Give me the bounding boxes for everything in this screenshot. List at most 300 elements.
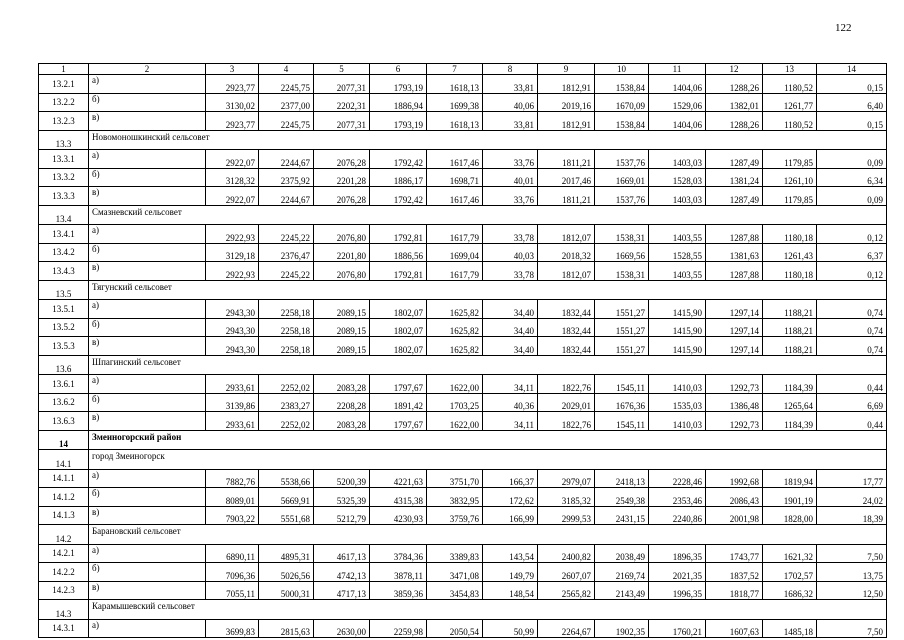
row-variant-label: б) [89,393,206,412]
value-cell: 2240,86 [649,506,706,525]
row-code: 14.1.2 [39,488,89,507]
column-header: 14 [817,64,887,75]
value-cell: 2400,82 [538,544,595,563]
value-cell: 3389,83 [427,544,483,563]
value-cell: 1670,09 [595,93,649,112]
value-cell: 1381,63 [706,243,763,262]
value-cell: 2077,31 [314,75,370,94]
row-code: 14.1.3 [39,506,89,525]
value-cell: 2083,28 [314,375,370,394]
value-cell: 0,12 [817,225,887,244]
value-cell: 1404,06 [649,75,706,94]
row-code: 13.3.1 [39,150,89,169]
value-cell: 1832,44 [538,300,595,319]
section-row [39,205,887,225]
value-cell: 2999,53 [538,506,595,525]
value-cell: 1669,56 [595,243,649,262]
value-cell: 1551,27 [595,318,649,337]
value-cell: 3859,36 [370,581,427,600]
value-cell: 1812,91 [538,112,595,131]
value-cell: 3784,36 [370,544,427,563]
value-cell: 2089,15 [314,318,370,337]
column-header: 3 [206,64,259,75]
page-number: 122 [835,22,852,34]
value-cell: 1537,76 [595,187,649,206]
value-cell: 1287,88 [706,225,763,244]
table-row [39,544,887,563]
section-code: 13.6 [39,355,89,375]
table-row [39,619,887,638]
value-cell: 40,36 [483,393,538,412]
value-cell: 148,54 [483,581,538,600]
table-row [39,506,887,525]
row-variant-label: в) [89,112,206,131]
value-cell: 1797,67 [370,375,427,394]
value-cell: 2418,13 [595,469,649,488]
value-cell: 1292,73 [706,412,763,431]
value-cell: 1996,35 [649,581,706,600]
value-cell: 3832,95 [427,488,483,507]
value-cell: 3130,02 [206,93,259,112]
value-cell: 3129,18 [206,243,259,262]
value-cell: 4742,13 [314,563,370,582]
section-code: 13.3 [39,130,89,150]
value-cell: 2077,31 [314,112,370,131]
value-cell: 2076,28 [314,150,370,169]
value-cell: 2922,07 [206,187,259,206]
value-cell: 1621,32 [763,544,817,563]
value-cell: 1382,01 [706,93,763,112]
value-cell: 2029,01 [538,393,595,412]
value-cell: 4617,13 [314,544,370,563]
value-cell: 1538,84 [595,75,649,94]
row-variant-label: б) [89,563,206,582]
value-cell: 1828,00 [763,506,817,525]
value-cell: 1288,26 [706,75,763,94]
value-cell: 1760,21 [649,619,706,638]
value-cell: 2143,49 [595,581,649,600]
value-cell: 2245,22 [259,262,314,281]
value-cell: 1896,35 [649,544,706,563]
value-cell: 2076,80 [314,262,370,281]
value-cell: 1617,46 [427,150,483,169]
table-row [39,375,887,394]
value-cell: 2245,75 [259,112,314,131]
value-cell: 2017,46 [538,168,595,187]
column-header: 2 [89,64,206,75]
table-row [39,318,887,337]
value-cell: 1535,03 [649,393,706,412]
value-cell: 2201,80 [314,243,370,262]
row-code: 13.5.3 [39,337,89,356]
value-cell: 1618,13 [427,75,483,94]
value-cell: 2252,02 [259,375,314,394]
value-cell: 1793,19 [370,75,427,94]
value-cell: 1551,27 [595,300,649,319]
value-cell: 2922,93 [206,225,259,244]
value-cell: 1551,27 [595,337,649,356]
value-cell: 1261,43 [763,243,817,262]
row-variant-label: б) [89,243,206,262]
row-code: 14.1.1 [39,469,89,488]
value-cell: 7882,76 [206,469,259,488]
value-cell: 40,03 [483,243,538,262]
value-cell: 1188,21 [763,318,817,337]
row-code: 13.4.1 [39,225,89,244]
value-cell: 1537,76 [595,150,649,169]
value-cell: 2259,98 [370,619,427,638]
value-cell: 1811,21 [538,187,595,206]
value-cell: 1702,57 [763,563,817,582]
value-cell: 33,78 [483,262,538,281]
value-cell: 1703,25 [427,393,483,412]
section-title: Змеиногорский район [89,430,887,450]
column-header: 12 [706,64,763,75]
value-cell: 1797,67 [370,412,427,431]
value-cell: 24,02 [817,488,887,507]
value-cell: 33,76 [483,150,538,169]
value-cell: 0,44 [817,412,887,431]
value-cell: 33,81 [483,75,538,94]
row-code: 13.4.3 [39,262,89,281]
value-cell: 33,76 [483,187,538,206]
value-cell: 50,99 [483,619,538,638]
row-variant-label: а) [89,375,206,394]
row-variant-label: а) [89,300,206,319]
value-cell: 2565,82 [538,581,595,600]
value-cell: 1180,52 [763,75,817,94]
column-header: 13 [763,64,817,75]
table-row [39,337,887,356]
value-cell: 0,15 [817,112,887,131]
value-cell: 2923,77 [206,75,259,94]
value-cell: 2607,07 [538,563,595,582]
value-cell: 0,44 [817,375,887,394]
value-cell: 1902,35 [595,619,649,638]
table-row [39,488,887,507]
value-cell: 2038,49 [595,544,649,563]
value-cell: 1297,14 [706,337,763,356]
value-cell: 2202,31 [314,93,370,112]
value-cell: 1811,21 [538,150,595,169]
value-cell: 1886,17 [370,168,427,187]
table-row [39,93,887,112]
section-title: Смазневский сельсовет [89,205,887,225]
value-cell: 1184,39 [763,412,817,431]
value-cell: 2943,30 [206,318,259,337]
row-variant-label: б) [89,488,206,507]
value-cell: 1538,31 [595,225,649,244]
value-cell: 0,74 [817,318,887,337]
row-variant-label: в) [89,412,206,431]
value-cell: 4895,31 [259,544,314,563]
section-title: Карамышевский сельсовет [89,600,887,620]
value-cell: 1992,68 [706,469,763,488]
row-variant-label: б) [89,318,206,337]
value-cell: 2431,15 [595,506,649,525]
value-cell: 2258,18 [259,337,314,356]
section-row [39,355,887,375]
value-cell: 1802,07 [370,337,427,356]
value-cell: 1618,13 [427,112,483,131]
value-cell: 149,79 [483,563,538,582]
value-cell: 1287,88 [706,262,763,281]
value-cell: 3128,32 [206,168,259,187]
value-cell: 2201,28 [314,168,370,187]
row-variant-label: б) [89,168,206,187]
value-cell: 34,40 [483,318,538,337]
table-row [39,393,887,412]
value-cell: 0,74 [817,337,887,356]
table-row [39,243,887,262]
value-cell: 1819,94 [763,469,817,488]
value-cell: 1261,77 [763,93,817,112]
value-cell: 2169,74 [595,563,649,582]
value-cell: 2258,18 [259,300,314,319]
row-code: 13.6.1 [39,375,89,394]
value-cell: 13,75 [817,563,887,582]
table-row [39,112,887,131]
section-title: Барановский сельсовет [89,525,887,545]
value-cell: 1404,06 [649,112,706,131]
value-cell: 1812,07 [538,262,595,281]
value-cell: 1538,31 [595,262,649,281]
value-cell: 34,11 [483,412,538,431]
value-cell: 1699,04 [427,243,483,262]
value-cell: 143,54 [483,544,538,563]
row-variant-label: а) [89,75,206,94]
value-cell: 1528,03 [649,168,706,187]
value-cell: 1802,07 [370,300,427,319]
column-header: 1 [39,64,89,75]
value-cell: 2375,92 [259,168,314,187]
value-cell: 1793,19 [370,112,427,131]
section-title: Шпагинский сельсовет [89,355,887,375]
value-cell: 3139,86 [206,393,259,412]
value-cell: 1386,48 [706,393,763,412]
value-cell: 1886,56 [370,243,427,262]
section-code: 14.2 [39,525,89,545]
value-cell: 7,50 [817,544,887,563]
section-code: 14 [39,430,89,450]
value-cell: 2815,63 [259,619,314,638]
value-cell: 1792,42 [370,187,427,206]
row-variant-label: а) [89,544,206,563]
value-cell: 1180,18 [763,262,817,281]
value-cell: 1184,39 [763,375,817,394]
row-code: 14.2.3 [39,581,89,600]
column-header: 4 [259,64,314,75]
tariff-table [38,63,887,638]
row-variant-label: в) [89,262,206,281]
value-cell: 6,34 [817,168,887,187]
value-cell: 2922,93 [206,262,259,281]
value-cell: 6,37 [817,243,887,262]
value-cell: 1832,44 [538,337,595,356]
value-cell: 4230,93 [370,506,427,525]
value-cell: 1410,03 [649,412,706,431]
value-cell: 1622,00 [427,412,483,431]
value-cell: 1545,11 [595,375,649,394]
value-cell: 1625,82 [427,318,483,337]
value-cell: 1381,24 [706,168,763,187]
row-variant-label: а) [89,619,206,638]
value-cell: 2922,07 [206,150,259,169]
value-cell: 1545,11 [595,412,649,431]
value-cell: 1676,36 [595,393,649,412]
value-cell: 4315,38 [370,488,427,507]
value-cell: 5026,56 [259,563,314,582]
value-cell: 2377,00 [259,93,314,112]
row-code: 13.5.2 [39,318,89,337]
table-body [39,75,887,638]
section-row [39,430,887,450]
value-cell: 34,11 [483,375,538,394]
value-cell: 3878,11 [370,563,427,582]
row-code: 14.2.1 [39,544,89,563]
table-row [39,168,887,187]
value-cell: 1188,21 [763,300,817,319]
value-cell: 5551,68 [259,506,314,525]
value-cell: 33,78 [483,225,538,244]
value-cell: 166,99 [483,506,538,525]
value-cell: 2208,28 [314,393,370,412]
row-code: 13.6.2 [39,393,89,412]
value-cell: 2264,67 [538,619,595,638]
value-cell: 33,81 [483,112,538,131]
value-cell: 2252,02 [259,412,314,431]
value-cell: 17,77 [817,469,887,488]
value-cell: 1698,71 [427,168,483,187]
value-cell: 1837,52 [706,563,763,582]
value-cell: 1617,79 [427,225,483,244]
value-cell: 4717,13 [314,581,370,600]
value-cell: 2943,30 [206,300,259,319]
value-cell: 2923,77 [206,112,259,131]
value-cell: 1822,76 [538,375,595,394]
value-cell: 34,40 [483,337,538,356]
column-header: 9 [538,64,595,75]
value-cell: 1901,19 [763,488,817,507]
row-code: 13.6.3 [39,412,89,431]
value-cell: 1485,18 [763,619,817,638]
value-cell: 7055,11 [206,581,259,600]
value-cell: 2383,27 [259,393,314,412]
value-cell: 34,40 [483,300,538,319]
row-variant-label: б) [89,93,206,112]
value-cell: 5538,66 [259,469,314,488]
value-cell: 2019,16 [538,93,595,112]
table-row [39,150,887,169]
value-cell: 2021,35 [649,563,706,582]
value-cell: 2050,54 [427,619,483,638]
value-cell: 3471,08 [427,563,483,582]
value-cell: 1686,32 [763,581,817,600]
table-header [39,64,887,75]
value-cell: 1792,81 [370,225,427,244]
row-code: 13.5.1 [39,300,89,319]
section-title: Тягунский сельсовет [89,280,887,300]
table-row [39,581,887,600]
value-cell: 1179,85 [763,150,817,169]
value-cell: 2076,80 [314,225,370,244]
value-cell: 0,15 [817,75,887,94]
value-cell: 1415,90 [649,337,706,356]
value-cell: 1886,94 [370,93,427,112]
table-row [39,300,887,319]
value-cell: 2630,00 [314,619,370,638]
value-cell: 1297,14 [706,318,763,337]
value-cell: 1403,55 [649,262,706,281]
row-variant-label: а) [89,469,206,488]
value-cell: 1891,42 [370,393,427,412]
value-cell: 2089,15 [314,300,370,319]
value-cell: 1528,55 [649,243,706,262]
value-cell: 0,09 [817,150,887,169]
value-cell: 2933,61 [206,412,259,431]
value-cell: 5325,39 [314,488,370,507]
section-title: Новомоношкинский сельсовет [89,130,887,150]
row-code: 13.3.3 [39,187,89,206]
section-code: 14.3 [39,600,89,620]
row-variant-label: в) [89,187,206,206]
table-row [39,412,887,431]
value-cell: 1625,82 [427,300,483,319]
column-header: 5 [314,64,370,75]
value-cell: 3699,83 [206,619,259,638]
value-cell: 40,01 [483,168,538,187]
value-cell: 5669,91 [259,488,314,507]
value-cell: 1699,38 [427,93,483,112]
row-code: 13.2.3 [39,112,89,131]
value-cell: 1625,82 [427,337,483,356]
row-variant-label: в) [89,581,206,600]
value-cell: 6890,11 [206,544,259,563]
value-cell: 2244,67 [259,150,314,169]
value-cell: 1265,64 [763,393,817,412]
value-cell: 2933,61 [206,375,259,394]
value-cell: 1607,63 [706,619,763,638]
value-cell: 166,37 [483,469,538,488]
value-cell: 2376,47 [259,243,314,262]
value-cell: 3185,32 [538,488,595,507]
value-cell: 12,50 [817,581,887,600]
column-header: 10 [595,64,649,75]
table-row [39,225,887,244]
value-cell: 2083,28 [314,412,370,431]
row-code: 13.4.2 [39,243,89,262]
value-cell: 1792,42 [370,150,427,169]
value-cell: 1292,73 [706,375,763,394]
column-header: 8 [483,64,538,75]
value-cell: 1812,91 [538,75,595,94]
value-cell: 1617,79 [427,262,483,281]
value-cell: 0,09 [817,187,887,206]
value-cell: 1622,00 [427,375,483,394]
value-cell: 7,50 [817,619,887,638]
value-cell: 2086,43 [706,488,763,507]
value-cell: 1179,85 [763,187,817,206]
value-cell: 1529,06 [649,93,706,112]
table-row [39,262,887,281]
value-cell: 18,39 [817,506,887,525]
value-cell: 1287,49 [706,187,763,206]
value-cell: 6,40 [817,93,887,112]
value-cell: 2979,07 [538,469,595,488]
row-code: 13.2.2 [39,93,89,112]
section-row [39,450,887,470]
value-cell: 2076,28 [314,187,370,206]
